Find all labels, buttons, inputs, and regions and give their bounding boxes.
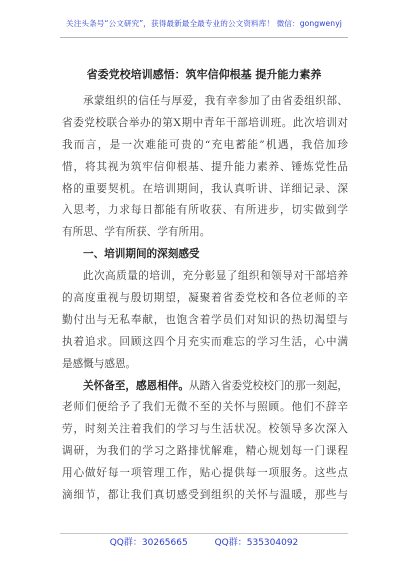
care-lead-bold: 关怀备至，感恩相伴。 bbox=[83, 379, 190, 392]
body-line: 老师们便给予了我们无微不至的关怀与照顾。他们不辞辛 bbox=[62, 401, 348, 414]
body-line: 此次高质量的培训，充分彰显了组织和领导对干部培养 bbox=[83, 270, 348, 283]
footer-qq-group-2: QQ群：535304092 bbox=[214, 538, 299, 548]
footer-divider bbox=[60, 533, 348, 534]
body-line-care bbox=[62, 376, 348, 398]
care-lead-rest: 从踏入省委党校校门的那一刻起， bbox=[189, 379, 348, 392]
section-heading: 一、培训期间的深刻感受 bbox=[83, 248, 200, 261]
header-banner: 关注头条号“公文研究”，获得最新最全最专业的公文资料库！ 微信：gongwenyj bbox=[66, 19, 342, 28]
body-line: 滴细节，都让我们真切感受到组织的关怀与温暖，那些与 bbox=[62, 489, 348, 502]
body-line: 调研，为我们的学习之路排忧解难，精心规划每一门课程 bbox=[62, 445, 348, 458]
body-line: 用心做好每一项管理工作，贴心提供每一项服务。这些点 bbox=[62, 467, 348, 480]
body-line: 的高度重视与殷切期望，凝聚着省委党校和各位老师的辛 bbox=[62, 292, 348, 305]
document-title: 省委党校培训感悟：筑牢信仰根基 提升能力素养 bbox=[86, 68, 322, 81]
body-line: 惜，将其视为筑牢信仰根基、提升能力素养、锤炼党性品 bbox=[62, 160, 348, 173]
body-line: 省委党校联合举办的第X期中青年干部培训班。此次培训对 bbox=[62, 116, 348, 129]
body-line: 是感慨与感恩。 bbox=[62, 357, 137, 370]
body-line: 入思考，力求每日都能有所收获、有所进步，切实做到学 bbox=[62, 204, 348, 217]
body-line: 我而言，是一次难能可贵的“充电蓄能”机遇，我倍加珍 bbox=[62, 138, 348, 151]
body-line: 格的重要契机。在培训期间，我认真听讲、详细记录、深 bbox=[62, 182, 348, 195]
body-line: 承蒙组织的信任与厚爱，我有幸参加了由省委组织部、 bbox=[83, 95, 348, 107]
body-line: 劳，时刻关注着我们的学习与生活状况。校领导多次深入 bbox=[62, 423, 348, 436]
body-line: 有所思、学有所获、学有所用。 bbox=[62, 226, 211, 239]
body-line: 勤付出与无私奉献，也饱含着学员们对知识的热切渴望与 bbox=[62, 313, 348, 326]
header-divider bbox=[60, 37, 348, 38]
body-line: 执着追求。回顾这四个月充实而难忘的学习生活，心中满 bbox=[62, 335, 348, 348]
document-body bbox=[62, 91, 348, 507]
footer-qq-group-1: QQ群：30265665 bbox=[109, 538, 188, 548]
footer bbox=[0, 535, 408, 548]
